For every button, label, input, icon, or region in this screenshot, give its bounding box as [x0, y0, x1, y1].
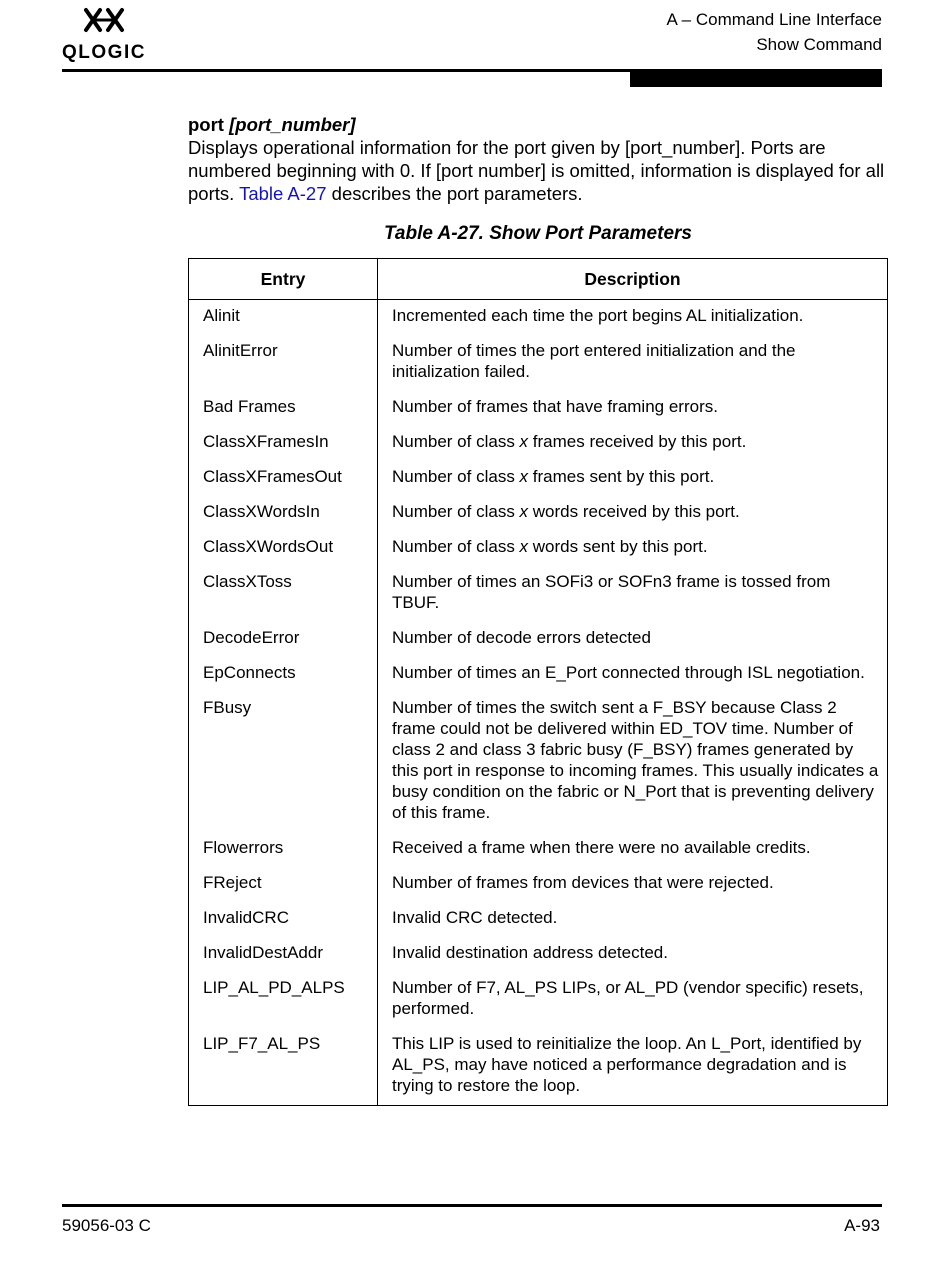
entry-cell: FBusy — [189, 692, 378, 832]
description-segment: frames received by this port. — [528, 432, 747, 451]
class-variable: x — [519, 467, 529, 486]
table-row — [189, 426, 888, 461]
description-cell: Number of times the switch sent a F_BSY because Class 2 frame could not be delivered within ED_TOV time. Number of class 2 and class 3 fabric busy (F_BSY) frames generated by this port in response to incoming frames. This usually indicates a busy condition on the fabric or N_Port that is preventing delivery of this frame. — [392, 698, 879, 822]
description-segment: Number of class — [392, 467, 520, 486]
footer-rule — [62, 1204, 882, 1207]
table-row — [189, 622, 888, 657]
description-cell: Number of frames from devices that were rejected. — [392, 873, 774, 892]
table-row — [189, 391, 888, 426]
description-cell: This LIP is used to reinitialize the loop. An L_Port, identified by AL_PS, may have noticed a performance degradation and is trying to restore the loop. — [392, 1034, 862, 1095]
description-cell: Invalid destination address detected. — [392, 943, 668, 962]
entry-cell: DecodeError — [189, 622, 378, 657]
entry-cell: ClassXFramesIn — [189, 426, 378, 461]
table-row — [189, 496, 888, 531]
description-cell — [378, 461, 888, 496]
column-header-description: Description — [378, 259, 888, 300]
page-number: A-93 — [844, 1216, 880, 1235]
description-segment: Number of class — [392, 432, 520, 451]
description-cell: Incremented each time the port begins AL initialization. — [392, 306, 804, 325]
description-text: Displays operational information for the port given by [port_number]. Ports are numbered beginning with 0. If [port number] is omitted, information is displayed for all ports. — [188, 137, 885, 204]
header-section: Show Command — [756, 35, 882, 54]
table-row — [189, 692, 888, 832]
qlogic-logo-icon — [82, 6, 126, 34]
description-segment: Number of class — [392, 502, 520, 521]
description-segment: frames sent by this port. — [528, 467, 715, 486]
column-header-entry: Entry — [189, 259, 378, 300]
table-row — [189, 531, 888, 566]
description-cell: Invalid CRC detected. — [392, 908, 558, 927]
entry-cell: FReject — [189, 867, 378, 902]
description-cell: Number of frames that have framing errors. — [392, 397, 718, 416]
qlogic-logo — [62, 6, 152, 63]
command-param: [port_number] — [229, 114, 356, 135]
entry-cell: EpConnects — [189, 657, 378, 692]
class-variable: x — [519, 537, 529, 556]
document-number: 59056-03 C — [62, 1216, 151, 1235]
table-row — [189, 902, 888, 937]
entry-cell: InvalidCRC — [189, 902, 378, 937]
table-row — [189, 832, 888, 867]
table-row — [189, 657, 888, 692]
description-cell — [378, 531, 888, 566]
entry-cell: LIP_AL_PD_ALPS — [189, 972, 378, 1028]
header-bar — [630, 72, 882, 87]
port-section — [188, 113, 888, 205]
table-row — [189, 1028, 888, 1106]
description-cell: Number of times an E_Port connected through ISL negotiation. — [392, 663, 865, 682]
logo-text: QLOGIC — [62, 42, 146, 63]
command-name: port — [188, 114, 230, 135]
entry-cell: ClassXWordsOut — [189, 531, 378, 566]
command-title — [188, 113, 888, 136]
description-text-end: describes the port parameters. — [326, 183, 583, 204]
table-row — [189, 300, 888, 336]
description-cell: Number of F7, AL_PS LIPs, or AL_PD (vendor specific) resets, performed. — [392, 978, 864, 1018]
entry-cell: Alinit — [189, 300, 378, 336]
description-cell: Number of times an SOFi3 or SOFn3 frame is tossed from TBUF. — [392, 572, 831, 612]
entry-cell: InvalidDestAddr — [189, 937, 378, 972]
table-link[interactable]: Table A-27 — [239, 183, 327, 204]
entry-cell: LIP_F7_AL_PS — [189, 1028, 378, 1106]
description-cell — [378, 426, 888, 461]
entry-cell: AlinitError — [189, 335, 378, 391]
table-row — [189, 566, 888, 622]
port-parameters-table — [188, 258, 888, 1106]
table-row — [189, 867, 888, 902]
table-row — [189, 461, 888, 496]
entry-cell: ClassXToss — [189, 566, 378, 622]
entry-cell: Bad Frames — [189, 391, 378, 426]
description-cell — [378, 496, 888, 531]
description-segment: words sent by this port. — [528, 537, 708, 556]
table-row — [189, 937, 888, 972]
description-cell: Received a frame when there were no available credits. — [392, 838, 811, 857]
command-description — [188, 136, 888, 205]
entry-cell: Flowerrors — [189, 832, 378, 867]
entry-cell: ClassXWordsIn — [189, 496, 378, 531]
table-row — [189, 972, 888, 1028]
table-row — [189, 335, 888, 391]
description-segment: Number of class — [392, 537, 520, 556]
description-cell: Number of times the port entered initialization and the initialization failed. — [392, 341, 796, 381]
header-chapter: A – Command Line Interface — [666, 10, 882, 29]
class-variable: x — [519, 432, 529, 451]
description-segment: words received by this port. — [528, 502, 740, 521]
table-caption: Table A-27. Show Port Parameters — [384, 223, 692, 244]
table-body — [189, 300, 888, 1106]
entry-cell: ClassXFramesOut — [189, 461, 378, 496]
class-variable: x — [519, 502, 529, 521]
description-cell: Number of decode errors detected — [392, 628, 651, 647]
